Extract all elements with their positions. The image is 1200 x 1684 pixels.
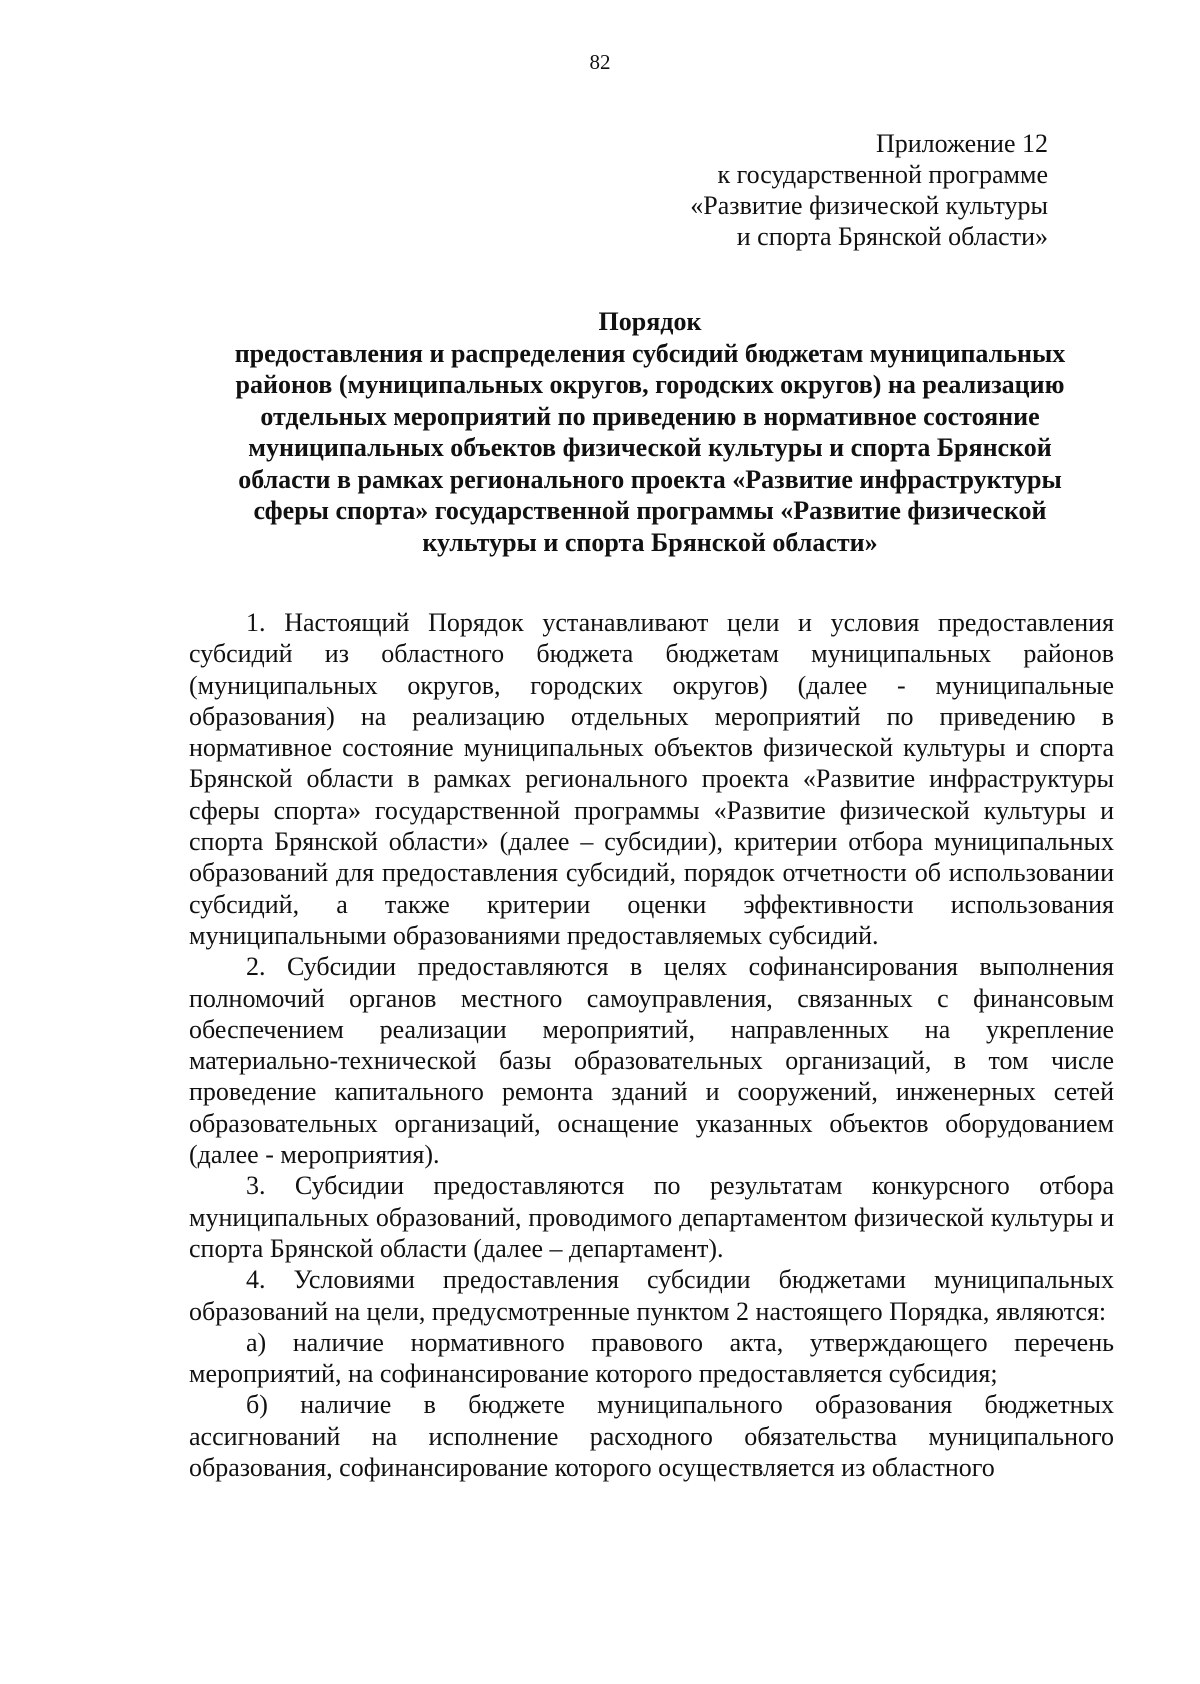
paragraph-4a: а) наличие нормативного правового акта, утверждающего перечень мероприятий, на софинансирование которого предоставляется субсидия; <box>189 1327 1114 1389</box>
appendix-line: «Развитие физической культуры <box>690 191 1048 220</box>
paragraph-2: 2. Субсидии предоставляются в целях софинансирования выполнения полномочий органов местного самоуправления, связанных с финансовым обеспечением реализации мероприятий, направленных на укрепление материально-технической базы образовательных организаций, в том числе проведение капитального ремонта зданий и сооружений, инженерных сетей образовательных организаций, оснащение указанных объектов оборудованием (далее - мероприятия). <box>189 952 1114 1170</box>
page-number: 82 <box>589 50 611 74</box>
title-line: районов (муниципальных округов, городских округов) на реализацию <box>235 370 1065 399</box>
title-line: сферы спорта» государственной программы «Развитие физической <box>253 496 1047 525</box>
paragraph-1: 1. Настоящий Порядок устанавливают цели и условия предоставления субсидий из областного бюджета бюджетам муниципальных районов (муниципальных округов, городских округов) (далее - муниципальные образования) на реализацию отдельных мероприятий по приведению в нормативное состояние муниципальных объектов физической культуры и спорта Брянской области в рамках регионального проекта «Развитие инфраструктуры сферы спорта» государственной программы «Развитие физической культуры и спорта Брянской области» (далее – субсидии), критерии отбора муниципальных образований для предоставления субсидий, порядок отчетности об использовании субсидий, а также критерии оценки эффективности использования муниципальными образованиями предоставляемых субсидий. <box>189 608 1114 950</box>
appendix-line: и спорта Брянской области» <box>736 222 1048 251</box>
title-heading: Порядок <box>598 307 702 336</box>
appendix-line: Приложение 12 <box>875 129 1048 158</box>
appendix-reference <box>528 128 1048 252</box>
title-line: культуры и спорта Брянской области» <box>422 527 878 557</box>
title-line: отдельных мероприятий по приведению в нормативное состояние <box>260 401 1040 431</box>
title-line: муниципальных объектов физической культуры и спорта Брянской <box>248 433 1052 462</box>
document-title <box>185 306 1115 558</box>
document-body <box>189 607 1114 1483</box>
paragraph-4b: б) наличие в бюджете муниципального образования бюджетных ассигнований на исполнение расходного обязательства муниципального образования, софинансирование которого осуществляется из областного <box>189 1390 1114 1483</box>
appendix-line: к государственной программе <box>717 160 1048 189</box>
title-line: предоставления и распределения субсидий бюджетам муниципальных <box>234 338 1066 368</box>
paragraph-3: 3. Субсидии предоставляются по результатам конкурсного отбора муниципальных образований, проводимого департаментом физической культуры и спорта Брянской области (далее – департамент). <box>189 1171 1114 1263</box>
title-line: области в рамках регионального проекта «Развитие инфраструктуры <box>238 464 1062 494</box>
paragraph-4: 4. Условиями предоставления субсидии бюджетами муниципальных образований на цели, предусмотренные пунктом 2 настоящего Порядка, являются: <box>189 1265 1114 1326</box>
